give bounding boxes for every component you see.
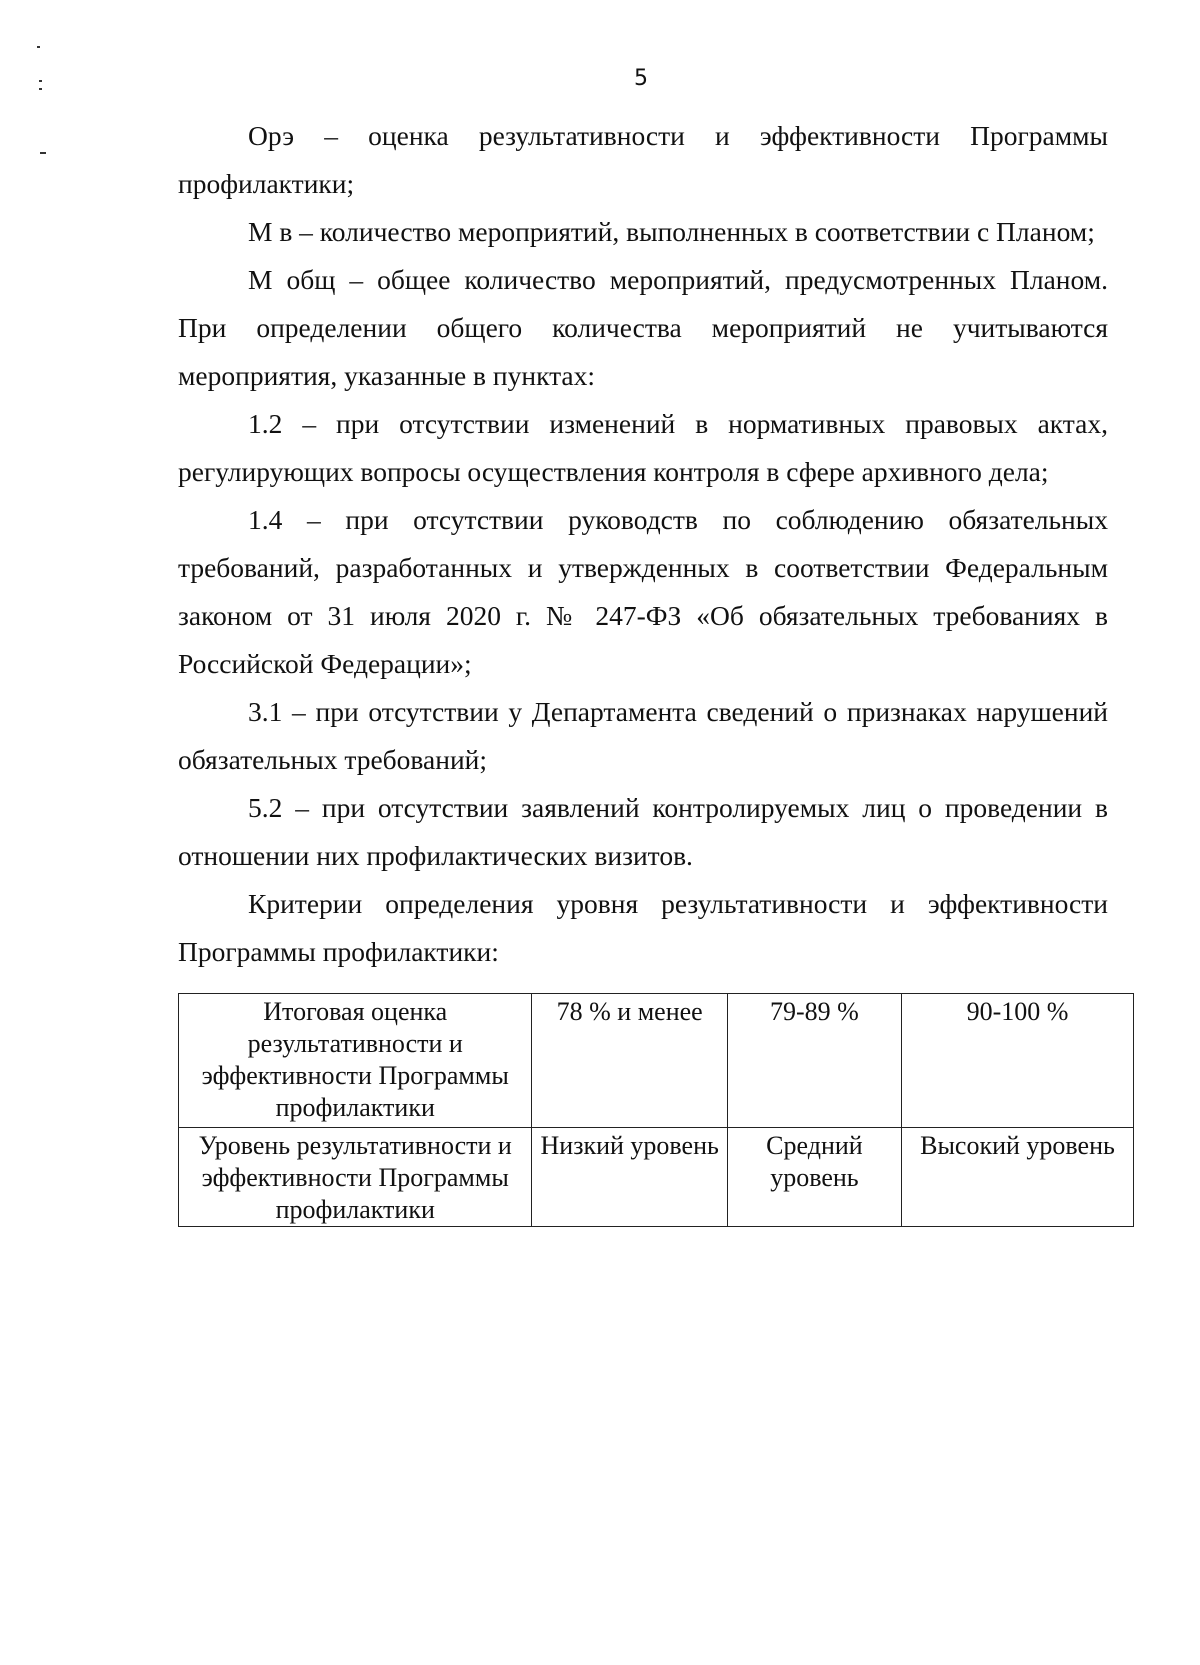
table-cell: Уровень результативности и эффективности Программы профилактики	[179, 1128, 532, 1227]
paragraph-mv-definition: М в – количество мероприятий, выполненных в соответствии с Планом;	[248, 216, 1095, 247]
table-row	[179, 1128, 1134, 1227]
document-body	[178, 112, 1108, 976]
table-cell: Средний уровень	[727, 1128, 901, 1227]
table-cell: Низкий уровень	[532, 1128, 727, 1227]
table-cell: 90-100 %	[901, 994, 1133, 1128]
scan-margin-mark	[37, 46, 40, 48]
paragraph-item-1-4: 1.4 – при отсутствии руководств по соблюдению обязательных требований, разработанных и утвержденных в соответствии Федеральным законом от 31 июля 2020 г. № 247-ФЗ «Об обязательных требованиях в Российской Федерации»;	[178, 504, 1108, 679]
paragraph-item-1-2: 1.2 – при отсутствии изменений в нормативных правовых актах, регулирующих вопросы осуществления контроля в сфере архивного дела;	[178, 408, 1108, 487]
criteria-table	[178, 993, 1134, 1227]
table-cell: 78 % и менее	[532, 994, 727, 1128]
paragraph-ore-definition: Орэ – оценка результативности и эффективности Программы профилактики;	[178, 120, 1108, 199]
table-cell: Итоговая оценка результативности и эффективности Программы профилактики	[179, 994, 532, 1128]
page-number: 5	[634, 66, 648, 91]
paragraph-criteria-intro: Критерии определения уровня результативности и эффективности Программы профилактики:	[178, 888, 1108, 967]
table-cell: Высокий уровень	[901, 1128, 1133, 1227]
paragraph-mobsh-definition: М общ – общее количество мероприятий, предусмотренных Планом. При определении общего количества мероприятий не учитываются мероприятия, указанные в пунктах:	[178, 264, 1108, 391]
paragraph-item-5-2: 5.2 – при отсутствии заявлений контролируемых лиц о проведении в отношении них профилактических визитов.	[178, 792, 1108, 871]
table-cell: 79-89 %	[727, 994, 901, 1128]
scan-margin-mark	[40, 152, 46, 154]
table-row	[179, 994, 1134, 1128]
paragraph-item-3-1: 3.1 – при отсутствии у Департамента сведений о признаках нарушений обязательных требований;	[178, 696, 1108, 775]
